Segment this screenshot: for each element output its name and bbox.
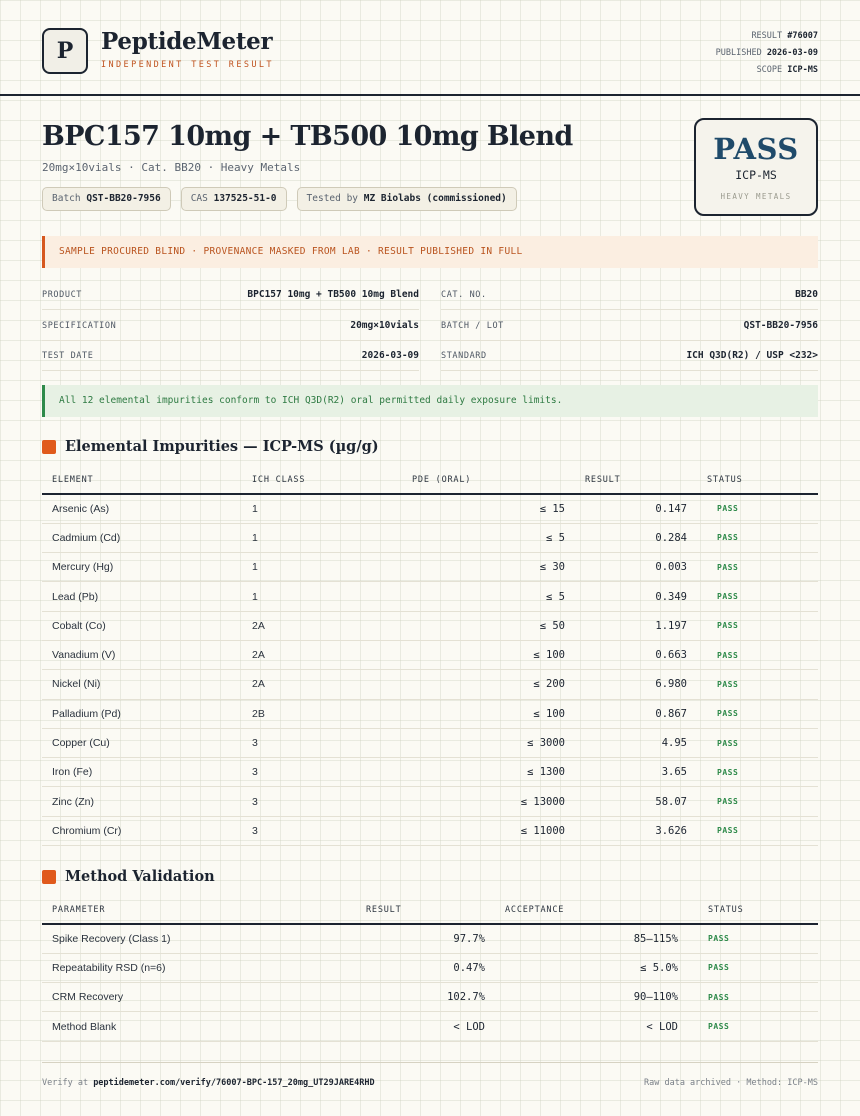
meta-published-label: PUBLISHED — [715, 48, 762, 58]
report-footer — [42, 1062, 818, 1102]
status-badge: PASS — [697, 699, 818, 728]
info-catno-label: CAT. NO. — [441, 289, 487, 300]
meta-scope-label: SCOPE — [756, 65, 783, 75]
status-badge: PASS — [697, 787, 818, 816]
pde-cell: ≤ 3000 — [402, 728, 575, 757]
batch-chip-label: Batch — [52, 193, 81, 204]
table-row — [42, 553, 818, 582]
element-cell: Palladium (Pd) — [42, 699, 242, 728]
table-row — [42, 670, 818, 699]
class-cell: 2A — [242, 670, 402, 699]
table-row — [42, 611, 818, 640]
table-row — [42, 494, 818, 523]
element-cell: Mercury (Hg) — [42, 553, 242, 582]
pde-cell: ≤ 100 — [402, 640, 575, 669]
val-result-cell: 0.47% — [356, 953, 495, 982]
col-class: ICH CLASS — [242, 466, 402, 494]
meta-scope-value: ICP-MS — [787, 65, 818, 75]
validation-header-row — [42, 896, 818, 924]
class-cell: 1 — [242, 553, 402, 582]
status-badge: PASS — [688, 983, 818, 1012]
result-cell: 0.349 — [575, 582, 697, 611]
pde-cell: ≤ 13000 — [402, 787, 575, 816]
section-marker-icon — [42, 440, 56, 454]
info-date-value: 2026-03-09 — [361, 350, 419, 361]
info-standard-value: ICH Q3D(R2) / USP <232> — [686, 350, 818, 361]
class-cell: 1 — [242, 523, 402, 552]
parameter-cell: CRM Recovery — [42, 983, 356, 1012]
class-cell: 1 — [242, 494, 402, 523]
meta-published-value: 2026-03-09 — [766, 48, 818, 58]
col-val-result: RESULT — [356, 896, 495, 924]
table-row — [42, 816, 818, 845]
cas-chip — [181, 187, 287, 211]
class-cell: 1 — [242, 582, 402, 611]
table-row — [42, 640, 818, 669]
class-cell: 3 — [242, 758, 402, 787]
impurities-table — [42, 466, 818, 846]
parameter-cell: Repeatability RSD (n=6) — [42, 953, 356, 982]
status-badge: PASS — [697, 758, 818, 787]
class-cell: 2A — [242, 611, 402, 640]
product-title: BPC157 10mg + TB500 10mg Blend — [42, 121, 573, 152]
batch-chip — [42, 187, 171, 211]
element-cell: Arsenic (As) — [42, 494, 242, 523]
table-row — [42, 582, 818, 611]
validation-body — [42, 924, 818, 1041]
status-badge: PASS — [697, 523, 818, 552]
status-badge: PASS — [697, 611, 818, 640]
pde-cell: ≤ 1300 — [402, 758, 575, 787]
table-row — [42, 953, 818, 982]
acceptance-cell: < LOD — [495, 1012, 688, 1041]
procurement-notice: SAMPLE PROCURED BLIND · PROVENANCE MASKED FROM LAB · RESULT PUBLISHED IN FULL — [42, 236, 818, 268]
col-result: RESULT — [575, 466, 697, 494]
acceptance-cell: 90–110% — [495, 983, 688, 1012]
report-meta — [716, 28, 818, 79]
stamp-verdict: PASS — [713, 132, 799, 166]
result-cell: 3.65 — [575, 758, 697, 787]
section-marker-icon — [42, 870, 56, 884]
brand-logo-letter: P — [56, 38, 74, 64]
element-cell: Cadmium (Cd) — [42, 523, 242, 552]
col-val-status: STATUS — [688, 896, 818, 924]
status-badge: PASS — [697, 640, 818, 669]
element-cell: Lead (Pb) — [42, 582, 242, 611]
tested-by-chip-value: MZ Biolabs (commissioned) — [363, 193, 507, 204]
pde-cell: ≤ 5 — [402, 523, 575, 552]
result-cell: 0.867 — [575, 699, 697, 728]
element-cell: Copper (Cu) — [42, 728, 242, 757]
col-element: ELEMENT — [42, 466, 242, 494]
table-row — [42, 983, 818, 1012]
info-product — [42, 280, 419, 310]
table-row — [42, 787, 818, 816]
result-cell: 3.626 — [575, 816, 697, 845]
table-row — [42, 523, 818, 552]
col-parameter: PARAMETER — [42, 896, 356, 924]
class-cell: 2A — [242, 640, 402, 669]
verify-link[interactable]: peptidemeter.com/verify/76007-BPC-157_20mg_UT29JARE4RHD — [93, 1077, 375, 1088]
pde-cell: ≤ 50 — [402, 611, 575, 640]
result-cell: 1.197 — [575, 611, 697, 640]
validation-table — [42, 896, 818, 1042]
impurities-section-title — [42, 438, 379, 455]
meta-scope — [716, 62, 818, 79]
cas-chip-value: 137525-51-0 — [213, 193, 277, 204]
status-badge: PASS — [688, 924, 818, 953]
meta-result — [716, 28, 818, 45]
validation-title: Method Validation — [65, 868, 215, 885]
class-cell: 3 — [242, 787, 402, 816]
stamp-scope: HEAVY METALS — [720, 192, 792, 201]
batch-chip-value: QST-BB20-7956 — [86, 193, 161, 204]
val-result-cell: < LOD — [356, 1012, 495, 1041]
info-date — [42, 341, 419, 371]
result-cell: 6.980 — [575, 670, 697, 699]
product-subtitle: 20mg×10vials · Cat. BB20 · Heavy Metals — [42, 161, 301, 174]
info-catno-value: BB20 — [795, 289, 818, 300]
col-acceptance: ACCEPTANCE — [495, 896, 688, 924]
status-badge: PASS — [697, 728, 818, 757]
conclusion-banner: All 12 elemental impurities conform to ICH Q3D(R2) oral permitted daily exposure limits. — [42, 385, 818, 417]
element-cell: Cobalt (Co) — [42, 611, 242, 640]
element-cell: Nickel (Ni) — [42, 670, 242, 699]
table-row — [42, 758, 818, 787]
status-badge: PASS — [697, 816, 818, 845]
class-cell: 3 — [242, 728, 402, 757]
val-result-cell: 97.7% — [356, 924, 495, 953]
status-badge: PASS — [688, 953, 818, 982]
parameter-cell: Spike Recovery (Class 1) — [42, 924, 356, 953]
status-badge: PASS — [697, 494, 818, 523]
result-cell: 0.284 — [575, 523, 697, 552]
pass-stamp — [694, 118, 818, 216]
element-cell: Chromium (Cr) — [42, 816, 242, 845]
stamp-method: ICP-MS — [735, 168, 777, 182]
class-cell: 2B — [242, 699, 402, 728]
acceptance-cell: ≤ 5.0% — [495, 953, 688, 982]
status-badge: PASS — [697, 553, 818, 582]
impurities-body — [42, 494, 818, 846]
meta-result-value: #76007 — [787, 31, 818, 41]
tested-by-chip — [297, 187, 517, 211]
result-cell: 0.003 — [575, 553, 697, 582]
pde-cell: ≤ 30 — [402, 553, 575, 582]
impurities-header-row — [42, 466, 818, 494]
meta-result-label: RESULT — [751, 31, 783, 41]
status-badge: PASS — [697, 582, 818, 611]
result-cell: 0.147 — [575, 494, 697, 523]
info-batch-value: QST-BB20-7956 — [743, 320, 818, 331]
result-cell: 58.07 — [575, 787, 697, 816]
element-cell: Iron (Fe) — [42, 758, 242, 787]
result-cell: 0.663 — [575, 640, 697, 669]
brand-subtitle: INDEPENDENT TEST RESULT — [101, 60, 274, 70]
verify-line — [42, 1078, 375, 1088]
archive-note: Raw data archived · Method: ICP-MS — [644, 1077, 818, 1088]
info-product-label: PRODUCT — [42, 289, 83, 300]
impurities-title: Elemental Impurities — ICP-MS (µg/g) — [65, 438, 379, 455]
info-batch-label: BATCH / LOT — [441, 320, 504, 331]
info-standard-label: STANDARD — [441, 350, 487, 361]
class-cell: 3 — [242, 816, 402, 845]
pde-cell: ≤ 200 — [402, 670, 575, 699]
status-badge: PASS — [697, 670, 818, 699]
info-date-label: TEST DATE — [42, 350, 94, 361]
info-catno — [441, 280, 818, 310]
info-spec-label: SPECIFICATION — [42, 320, 117, 331]
pde-cell: ≤ 5 — [402, 582, 575, 611]
element-cell: Vanadium (V) — [42, 640, 242, 669]
info-standard — [441, 341, 818, 371]
product-chips — [42, 187, 517, 211]
cas-chip-label: CAS — [190, 193, 208, 204]
meta-published — [716, 45, 818, 62]
info-batch — [441, 311, 818, 341]
parameter-cell: Method Blank — [42, 1012, 356, 1041]
tested-by-chip-label: Tested by — [306, 193, 359, 204]
val-result-cell: 102.7% — [356, 983, 495, 1012]
info-spec-value: 20mg×10vials — [350, 320, 419, 331]
info-product-value: BPC157 10mg + TB500 10mg Blend — [247, 289, 419, 300]
element-cell: Zinc (Zn) — [42, 787, 242, 816]
acceptance-cell: 85–115% — [495, 924, 688, 953]
verify-label: Verify at — [42, 1077, 89, 1088]
info-spec — [42, 311, 419, 341]
table-row — [42, 1012, 818, 1041]
table-row — [42, 699, 818, 728]
validation-section-title — [42, 868, 215, 885]
report-header — [0, 0, 860, 96]
table-row — [42, 924, 818, 953]
pde-cell: ≤ 15 — [402, 494, 575, 523]
pde-cell: ≤ 11000 — [402, 816, 575, 845]
pde-cell: ≤ 100 — [402, 699, 575, 728]
status-badge: PASS — [688, 1012, 818, 1041]
col-pde: PDE (ORAL) — [402, 466, 575, 494]
col-status: STATUS — [697, 466, 818, 494]
result-cell: 4.95 — [575, 728, 697, 757]
brand-name: PeptideMeter — [101, 28, 273, 55]
brand-logo — [42, 28, 88, 74]
table-row — [42, 728, 818, 757]
